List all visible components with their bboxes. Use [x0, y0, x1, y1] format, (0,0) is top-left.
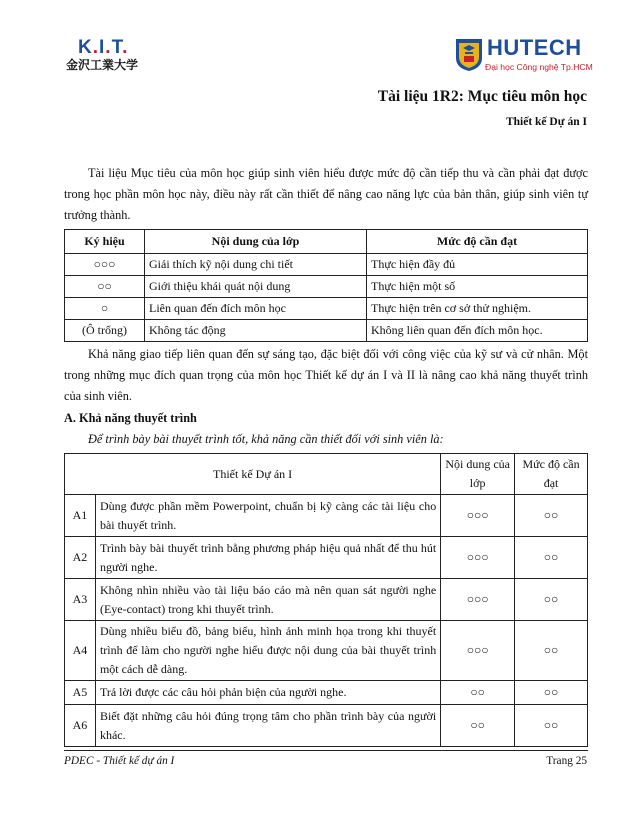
document-subtitle: Thiết kế Dự án I — [505, 116, 587, 128]
main-header-course: Thiết kế Dự án I — [65, 454, 441, 495]
row-content-rating: ○○ — [441, 705, 515, 747]
kit-logo-japanese: 金沢工業大学 — [66, 58, 139, 72]
hutech-logo-name: HUTECH — [487, 35, 582, 60]
table-row — [65, 537, 588, 579]
legend-header-level: Mức độ cần đạt — [367, 230, 588, 254]
row-content-rating: ○○ — [441, 681, 515, 705]
main-table-header-row — [65, 454, 588, 495]
footer-page-number: Trang 25 — [546, 755, 587, 767]
hutech-shield-icon — [455, 38, 483, 72]
legend-header-symbol: Ký hiệu — [65, 230, 145, 254]
intro-paragraph: Tài liệu Mục tiêu của môn học giúp sinh viên hiểu được mức độ cần tiếp thu và cần phải đạt được trong học phần môn học này, điều này rất cần thiết để nâng cao năng lực của bản thân, giúp sinh viên tự trưởng thành. — [64, 166, 588, 222]
section-subheading: Để trình bày bài thuyết trình tốt, khả năng cần thiết đối với sinh viên là: — [88, 432, 444, 446]
table-row — [65, 705, 588, 747]
row-description: Dùng nhiều biểu đồ, bảng biểu, hình ảnh minh họa trong khi thuyết trình để làm cho người nghe hiểu được nội dung của bài thuyết trình một cách dễ dàng. — [95, 621, 440, 681]
communication-paragraph: Khả năng giao tiếp liên quan đến sự sáng tạo, đặc biệt đối với công việc của kỹ sư và cử nhân. Một trong những mục đích quan trọng của môn học Thiết kế dự án I và II là nâng cao khả năng thuyết trình của sinh viên. — [64, 347, 588, 403]
table-row — [65, 621, 588, 681]
row-code: A1 — [65, 495, 96, 537]
row-code: A6 — [65, 705, 96, 747]
legend-header-row — [65, 230, 588, 254]
row-description: Không nhìn nhiều vào tài liệu báo cáo mà nên quan sát người nghe (Eye-contact) trong khi thuyết trình. — [95, 579, 440, 621]
row-content-rating: ○○○ — [441, 495, 515, 537]
legend-header-content: Nội dung của lớp — [145, 230, 367, 254]
footer-divider — [64, 750, 588, 751]
legend-row: (Ô trống) Không tác động Không liên quan đến đích môn học. — [65, 320, 588, 342]
legend-table — [64, 229, 588, 342]
row-content-rating: ○○○ — [441, 579, 515, 621]
row-content-rating: ○○○ — [441, 621, 515, 681]
kit-logo-letters: K.I.T. — [78, 37, 129, 58]
document-title: Tài liệu 1R2: Mục tiêu môn học — [377, 88, 587, 105]
kit-logo — [64, 38, 144, 74]
main-header-content: Nội dung của lớp — [441, 454, 515, 495]
legend-row: ○ Liên quan đến đích môn học Thực hiện trên cơ sở thử nghiệm. — [65, 298, 588, 320]
row-level-rating: ○○ — [515, 579, 588, 621]
section-heading: A. Khả năng thuyết trình — [64, 411, 197, 425]
legend-row: ○○○ Giải thích kỹ nội dung chi tiết Thực hiện đầy đủ — [65, 254, 588, 276]
hutech-logo-subtitle: Đại học Công nghệ Tp.HCM — [485, 62, 593, 72]
row-code: A2 — [65, 537, 96, 579]
row-content-rating: ○○○ — [441, 537, 515, 579]
presentation-skills-table — [64, 453, 588, 747]
legend-row: ○○ Giới thiệu khái quát nội dung Thực hiện một số — [65, 276, 588, 298]
row-code: A4 — [65, 621, 96, 681]
hutech-logo — [455, 35, 593, 76]
row-code: A3 — [65, 579, 96, 621]
row-level-rating: ○○ — [515, 537, 588, 579]
footer-course-name: PDEC - Thiết kế dự án I — [64, 755, 175, 767]
table-row — [65, 681, 588, 705]
row-description: Biết đặt những câu hỏi đúng trọng tâm cho phần trình bày của người khác. — [95, 705, 440, 747]
main-header-level: Mức độ cần đạt — [515, 454, 588, 495]
row-level-rating: ○○ — [515, 705, 588, 747]
row-level-rating: ○○ — [515, 681, 588, 705]
row-description: Trả lời được các câu hỏi phản biện của người nghe. — [95, 681, 440, 705]
table-row — [65, 495, 588, 537]
row-code: A5 — [65, 681, 96, 705]
row-level-rating: ○○ — [515, 495, 588, 537]
row-description: Dùng được phần mềm Powerpoint, chuẩn bị kỹ càng các tài liệu cho bài thuyết trình. — [95, 495, 440, 537]
row-description: Trình bày bài thuyết trình bằng phương pháp hiệu quả nhất để thu hút người nghe. — [95, 537, 440, 579]
row-level-rating: ○○ — [515, 621, 588, 681]
table-row — [65, 579, 588, 621]
